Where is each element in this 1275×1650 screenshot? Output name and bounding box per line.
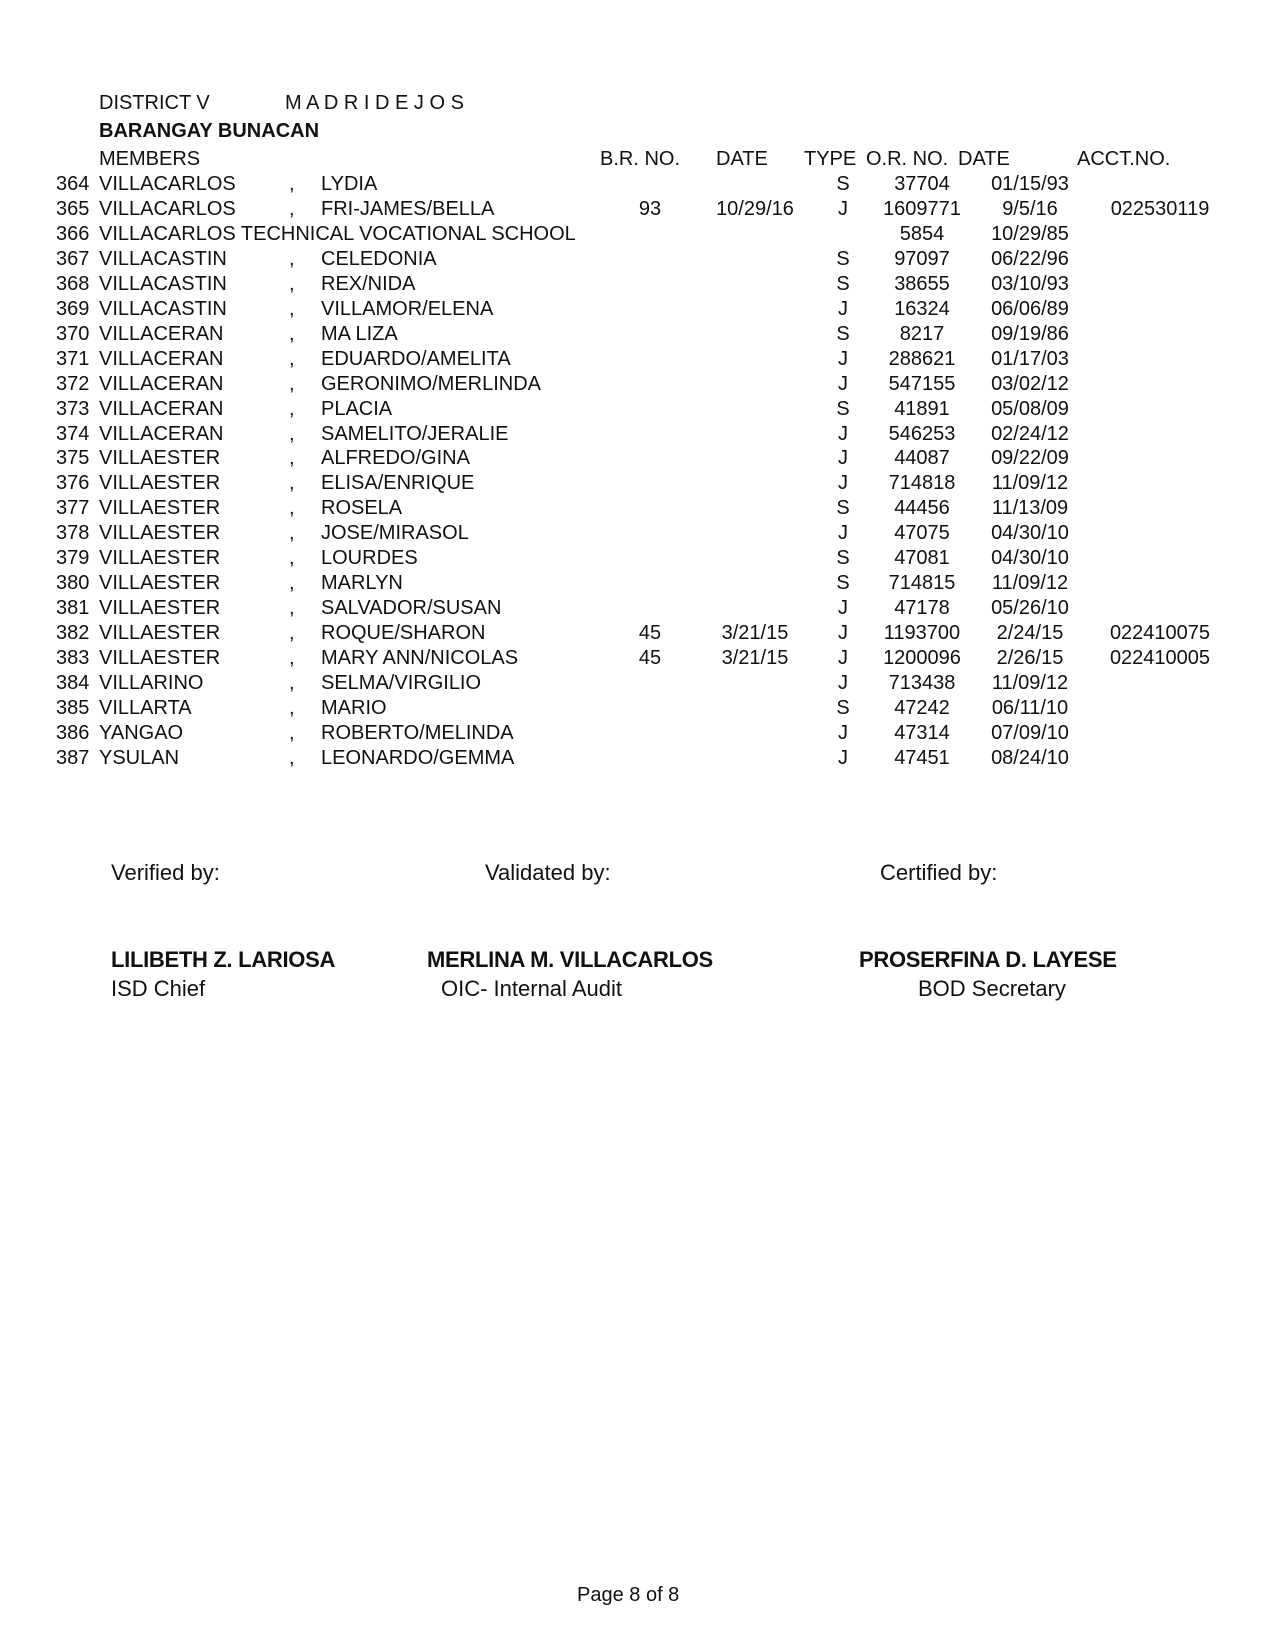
or-number: 714815 (888, 572, 956, 595)
table-row (0, 746, 1275, 771)
or-number: 1609771 (883, 197, 961, 220)
first-name: LOURDES (321, 547, 418, 570)
table-row (0, 471, 1275, 496)
or-date: 02/24/12 (991, 422, 1069, 445)
or-number: 41891 (894, 397, 950, 420)
membership-type: J (838, 721, 848, 744)
membership-type: S (836, 696, 850, 719)
certified-by-label: Certified by: (880, 860, 998, 885)
name-separator: , (289, 647, 295, 670)
membership-type: J (838, 297, 848, 320)
account-number: 022530119 (1110, 197, 1210, 220)
table-row (0, 496, 1275, 521)
table-row (0, 247, 1275, 272)
br-number: 93 (638, 197, 662, 220)
col-or-no: O.R. NO. (866, 148, 949, 170)
or-date: 06/22/96 (991, 247, 1069, 270)
br-date: 3/21/15 (721, 622, 789, 645)
or-number: 47451 (894, 746, 950, 769)
or-date: 05/08/09 (991, 397, 1069, 420)
or-date: 03/02/12 (991, 372, 1069, 395)
or-number: 1200096 (883, 647, 961, 670)
table-row (0, 721, 1275, 746)
table-row (0, 521, 1275, 546)
or-number: 547155 (888, 372, 956, 395)
row-number: 382 (56, 622, 90, 645)
row-number: 384 (56, 672, 90, 694)
table-row (0, 322, 1275, 347)
table-row (0, 397, 1275, 422)
row-number: 369 (56, 297, 90, 320)
table-row (0, 646, 1275, 671)
or-date: 04/30/10 (991, 547, 1069, 570)
first-name: ROQUE/SHARON (321, 622, 486, 645)
last-name: VILLACARLOS TECHNICAL VOCATIONAL SCHOOL (99, 222, 576, 245)
name-separator: , (289, 322, 295, 345)
col-br-date: DATE (716, 148, 768, 170)
col-members: MEMBERS (99, 148, 201, 170)
row-number: 381 (56, 597, 90, 620)
name-separator: , (289, 572, 295, 595)
or-number: 5854 (899, 222, 945, 245)
name-separator: , (289, 472, 295, 495)
or-date: 08/24/10 (991, 746, 1069, 769)
membership-type: J (838, 422, 848, 445)
or-date: 10/29/85 (991, 222, 1069, 245)
or-number: 44456 (894, 497, 950, 520)
table-row (0, 546, 1275, 571)
br-number: 45 (638, 622, 662, 645)
row-number: 379 (56, 547, 90, 570)
row-number: 367 (56, 247, 90, 270)
or-date: 06/11/10 (991, 696, 1069, 719)
row-number: 371 (56, 347, 90, 370)
name-separator: , (289, 422, 295, 445)
validated-by-name: MERLINA M. VILLACARLOS (427, 947, 713, 972)
membership-type: S (836, 272, 850, 295)
row-number: 365 (56, 197, 90, 220)
or-date: 05/26/10 (991, 597, 1069, 620)
row-number: 377 (56, 497, 90, 520)
or-date: 04/30/10 (991, 522, 1069, 545)
or-number: 1193700 (883, 622, 961, 645)
name-separator: , (289, 347, 295, 370)
first-name: GERONIMO/MERLINDA (321, 372, 542, 395)
membership-type: J (838, 447, 848, 470)
membership-type: S (836, 572, 850, 595)
col-type: TYPE (804, 148, 857, 170)
municipality-label: M A D R I D E J O S (285, 92, 464, 114)
or-number: 37704 (894, 173, 950, 195)
validated-by-label: Validated by: (485, 860, 611, 885)
name-separator: , (289, 372, 295, 395)
first-name: MARY ANN/NICOLAS (321, 647, 519, 670)
membership-type: S (836, 173, 850, 195)
or-date: 2/26/15 (996, 647, 1064, 670)
row-number: 383 (56, 647, 90, 670)
last-name: VILLAESTER (99, 472, 221, 495)
table-row (0, 596, 1275, 621)
last-name: VILLAESTER (99, 597, 221, 620)
or-date: 9/5/16 (1002, 197, 1058, 220)
or-number: 47242 (894, 696, 950, 719)
last-name: VILLACERAN (99, 322, 224, 345)
or-date: 01/17/03 (991, 347, 1069, 370)
membership-type: J (838, 372, 848, 395)
last-name: VILLAESTER (99, 447, 221, 470)
br-date: 10/29/16 (716, 197, 794, 220)
last-name: YSULAN (99, 746, 180, 769)
or-date: 11/09/12 (991, 472, 1069, 495)
membership-type: S (836, 322, 850, 345)
last-name: VILLACASTIN (99, 297, 227, 320)
col-or-date: DATE (958, 148, 1010, 170)
name-separator: , (289, 547, 295, 570)
verified-by-name: LILIBETH Z. LARIOSA (111, 947, 336, 972)
name-separator: , (289, 746, 295, 769)
or-date: 11/09/12 (991, 572, 1069, 595)
table-row (0, 272, 1275, 297)
first-name: REX/NIDA (321, 272, 416, 295)
first-name: VILLAMOR/ELENA (321, 297, 494, 320)
row-number: 387 (56, 746, 90, 769)
first-name: ROSELA (321, 497, 403, 520)
membership-type: J (838, 647, 848, 670)
row-number: 375 (56, 447, 90, 470)
first-name: SELMA/VIRGILIO (321, 672, 482, 694)
or-date: 2/24/15 (996, 622, 1064, 645)
name-separator: , (289, 447, 295, 470)
last-name: VILLARINO (99, 672, 204, 694)
or-number: 47075 (894, 522, 950, 545)
or-date: 01/15/93 (991, 173, 1069, 195)
table-row (0, 671, 1275, 696)
row-number: 366 (56, 222, 90, 245)
last-name: VILLACERAN (99, 372, 224, 395)
last-name: VILLACERAN (99, 422, 224, 445)
row-number: 374 (56, 422, 90, 445)
col-acct-no: ACCT.NO. (1077, 148, 1171, 170)
membership-type: J (838, 197, 848, 220)
certified-by-title: BOD Secretary (918, 976, 1066, 1001)
or-number: 546253 (888, 422, 956, 445)
or-number: 47314 (894, 721, 950, 744)
table-row (0, 172, 1275, 197)
name-separator: , (289, 397, 295, 420)
table-row (0, 422, 1275, 447)
membership-type: J (838, 622, 848, 645)
last-name: VILLACARLOS (99, 197, 236, 220)
last-name: VILLACASTIN (99, 272, 227, 295)
table-row (0, 347, 1275, 372)
or-number: 97097 (894, 247, 950, 270)
table-row (0, 446, 1275, 471)
last-name: VILLAESTER (99, 572, 221, 595)
membership-type: S (836, 547, 850, 570)
first-name: ELISA/ENRIQUE (321, 472, 475, 495)
or-number: 16324 (894, 297, 950, 320)
first-name: MA LIZA (321, 322, 398, 345)
row-number: 376 (56, 472, 90, 495)
or-date: 11/09/12 (991, 672, 1069, 694)
last-name: VILLACERAN (99, 347, 224, 370)
or-number: 47178 (894, 597, 950, 620)
name-separator: , (289, 197, 295, 220)
membership-type: J (838, 672, 848, 694)
or-date: 09/22/09 (991, 447, 1069, 470)
name-separator: , (289, 497, 295, 520)
name-separator: , (289, 696, 295, 719)
membership-type: J (838, 746, 848, 769)
table-row (0, 222, 1275, 247)
or-number: 47081 (894, 547, 950, 570)
membership-type: J (838, 597, 848, 620)
or-date: 07/09/10 (991, 721, 1069, 744)
or-date: 06/06/89 (991, 297, 1069, 320)
first-name: LYDIA (321, 173, 378, 195)
last-name: VILLARTA (99, 696, 192, 719)
membership-type: J (838, 472, 848, 495)
or-number: 44087 (894, 447, 950, 470)
membership-type: J (838, 347, 848, 370)
membership-type: S (836, 497, 850, 520)
account-number: 022410075 (1109, 622, 1211, 645)
first-name: SALVADOR/SUSAN (321, 597, 502, 620)
or-number: 38655 (894, 272, 950, 295)
last-name: VILLAESTER (99, 547, 221, 570)
certified-by-name: PROSERFINA D. LAYESE (859, 947, 1117, 972)
last-name: VILLAESTER (99, 622, 221, 645)
name-separator: , (289, 173, 295, 195)
last-name: VILLAESTER (99, 647, 221, 670)
table-row (0, 297, 1275, 322)
first-name: EDUARDO/AMELITA (321, 347, 511, 370)
first-name: JOSE/MIRASOL (321, 522, 469, 545)
name-separator: , (289, 272, 295, 295)
first-name: ROBERTO/MELINDA (321, 721, 514, 744)
row-number: 364 (56, 173, 90, 195)
row-number: 368 (56, 272, 90, 295)
table-row (0, 696, 1275, 721)
name-separator: , (289, 247, 295, 270)
row-number: 378 (56, 522, 90, 545)
first-name: MARLYN (321, 572, 403, 595)
last-name: VILLAESTER (99, 497, 221, 520)
or-number: 288621 (888, 347, 956, 370)
membership-type: S (836, 247, 850, 270)
membership-type: J (838, 522, 848, 545)
verified-by-title: ISD Chief (111, 976, 206, 1001)
first-name: CELEDONIA (321, 247, 437, 270)
row-number: 372 (56, 372, 90, 395)
first-name: ALFREDO/GINA (321, 447, 470, 470)
name-separator: , (289, 721, 295, 744)
or-date: 03/10/93 (991, 272, 1069, 295)
first-name: MARIO (321, 696, 387, 719)
table-row (0, 621, 1275, 646)
name-separator: , (289, 597, 295, 620)
or-number: 8217 (899, 322, 945, 345)
or-number: 714818 (888, 472, 956, 495)
table-header (0, 147, 1275, 172)
last-name: VILLACERAN (99, 397, 224, 420)
table-row (0, 372, 1275, 397)
first-name: PLACIA (321, 397, 393, 420)
row-number: 386 (56, 721, 90, 744)
last-name: YANGAO (99, 721, 184, 744)
verified-by-label: Verified by: (111, 860, 220, 885)
membership-type: S (836, 397, 850, 420)
account-number: 022410005 (1109, 647, 1211, 670)
last-name: VILLAESTER (99, 522, 221, 545)
row-number: 385 (56, 696, 90, 719)
last-name: VILLACARLOS (99, 173, 236, 195)
col-br-no: B.R. NO. (600, 148, 681, 170)
or-number: 713438 (888, 672, 956, 694)
row-number: 380 (56, 572, 90, 595)
name-separator: , (289, 522, 295, 545)
district-label: DISTRICT V (99, 92, 210, 114)
first-name: SAMELITO/JERALIE (321, 422, 509, 445)
br-number: 45 (638, 647, 662, 670)
row-number: 370 (56, 322, 90, 345)
name-separator: , (289, 622, 295, 645)
page-number: Page 8 of 8 (577, 1584, 680, 1606)
first-name: FRI-JAMES/BELLA (321, 197, 495, 220)
table-row (0, 197, 1275, 222)
validated-by-title: OIC- Internal Audit (441, 976, 622, 1001)
last-name: VILLACASTIN (99, 247, 227, 270)
or-date: 11/13/09 (991, 497, 1069, 520)
first-name: LEONARDO/GEMMA (321, 746, 515, 769)
name-separator: , (289, 297, 295, 320)
barangay-title: BARANGAY BUNACAN (99, 120, 320, 142)
or-date: 09/19/86 (991, 322, 1069, 345)
br-date: 3/21/15 (721, 647, 789, 670)
row-number: 373 (56, 397, 90, 420)
name-separator: , (289, 672, 295, 694)
table-row (0, 571, 1275, 596)
